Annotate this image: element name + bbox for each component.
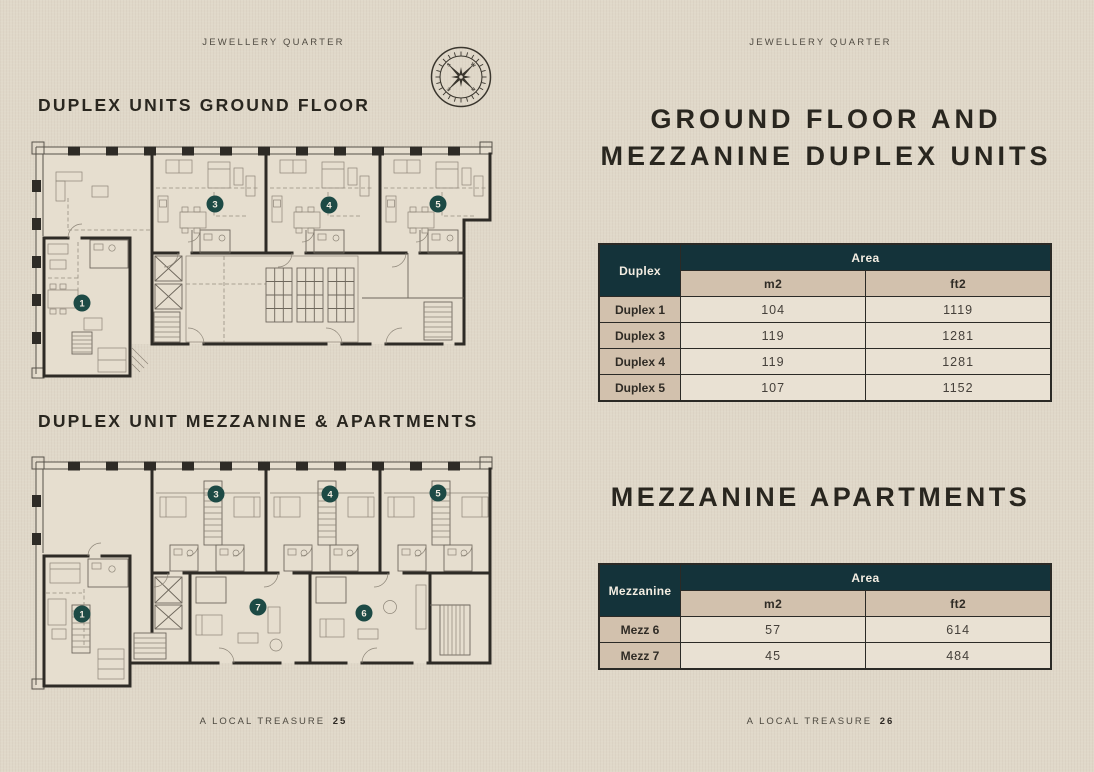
col-header-m2: m2 xyxy=(681,271,866,297)
cell-m2: 45 xyxy=(681,643,866,670)
cell-ft2: 614 xyxy=(866,617,1051,643)
footer-text: A LOCAL TREASURE xyxy=(199,716,326,727)
svg-text:4: 4 xyxy=(327,489,333,501)
svg-text:3: 3 xyxy=(212,199,218,211)
footer-text: A LOCAL TREASURE xyxy=(746,716,873,727)
unit-badge xyxy=(207,196,224,213)
col-header-m2: m2 xyxy=(681,591,866,617)
unit-badge xyxy=(74,606,91,623)
table-area-header: Area xyxy=(681,244,1052,271)
cell-m2: 119 xyxy=(681,323,866,349)
plan2-title: DUPLEX UNIT MEZZANINE & APARTMENTS xyxy=(38,411,479,431)
section1-title: GROUND FLOOR AND MEZZANINE DUPLEX UNITS xyxy=(600,104,1052,171)
svg-text:1: 1 xyxy=(79,298,85,310)
row-label: Duplex 3 xyxy=(599,323,681,349)
cell-ft2: 1281 xyxy=(866,349,1051,375)
cell-ft2: 1281 xyxy=(866,323,1051,349)
unit-badge xyxy=(74,295,91,312)
table-row xyxy=(599,617,1051,643)
table-area-header: Area xyxy=(681,564,1052,591)
floor-plan-ground xyxy=(28,138,498,388)
table-corner-header: Mezzanine xyxy=(599,564,681,617)
floor-plan-mezzanine xyxy=(28,453,498,691)
unit-badge xyxy=(322,486,339,503)
cell-ft2: 1152 xyxy=(866,375,1051,402)
page-footer-left xyxy=(0,716,547,727)
page-number: 26 xyxy=(879,716,895,727)
row-label: Duplex 1 xyxy=(599,297,681,323)
page-right xyxy=(547,0,1094,772)
unit-badge xyxy=(430,196,447,213)
svg-text:5: 5 xyxy=(435,199,441,211)
page-footer-right xyxy=(547,716,1094,727)
unit-badge xyxy=(321,197,338,214)
cell-ft2: 484 xyxy=(866,643,1051,670)
svg-text:6: 6 xyxy=(361,608,367,620)
compass-letter-w: W xyxy=(469,62,476,69)
svg-text:5: 5 xyxy=(435,488,441,500)
compass-letter-e: E xyxy=(446,85,453,92)
table-row xyxy=(599,297,1051,323)
table-row xyxy=(599,375,1051,402)
svg-text:1: 1 xyxy=(79,609,85,621)
unit-badge xyxy=(356,605,373,622)
section2-title: MEZZANINE APARTMENTS xyxy=(610,482,1031,512)
table-row xyxy=(599,349,1051,375)
cell-m2: 119 xyxy=(681,349,866,375)
compass-letter-s: S xyxy=(446,62,453,69)
svg-text:7: 7 xyxy=(255,602,261,614)
compass-icon xyxy=(429,45,493,109)
row-label: Duplex 5 xyxy=(599,375,681,402)
cell-m2: 107 xyxy=(681,375,866,402)
table-row xyxy=(599,643,1051,670)
page-number: 25 xyxy=(332,716,348,727)
table-corner-header: Duplex xyxy=(599,244,681,297)
cell-ft2: 1119 xyxy=(866,297,1051,323)
row-label: Mezz 7 xyxy=(599,643,681,670)
cell-m2: 104 xyxy=(681,297,866,323)
duplex-area-table xyxy=(598,243,1052,402)
table-row xyxy=(599,323,1051,349)
compass-letter-n: N xyxy=(469,85,476,92)
unit-badge xyxy=(250,599,267,616)
plan1-title: DUPLEX UNITS GROUND FLOOR xyxy=(38,95,371,115)
row-label: Duplex 4 xyxy=(599,349,681,375)
col-header-ft2: ft2 xyxy=(866,271,1051,297)
page-header-left: JEWELLERY QUARTER xyxy=(202,37,345,48)
mezzanine-area-table xyxy=(598,563,1052,670)
svg-text:3: 3 xyxy=(213,489,219,501)
col-header-ft2: ft2 xyxy=(866,591,1051,617)
page-header-right: JEWELLERY QUARTER xyxy=(749,37,892,48)
unit-badge xyxy=(208,486,225,503)
unit-badge xyxy=(430,485,447,502)
row-label: Mezz 6 xyxy=(599,617,681,643)
cell-m2: 57 xyxy=(681,617,866,643)
svg-text:4: 4 xyxy=(326,200,332,212)
